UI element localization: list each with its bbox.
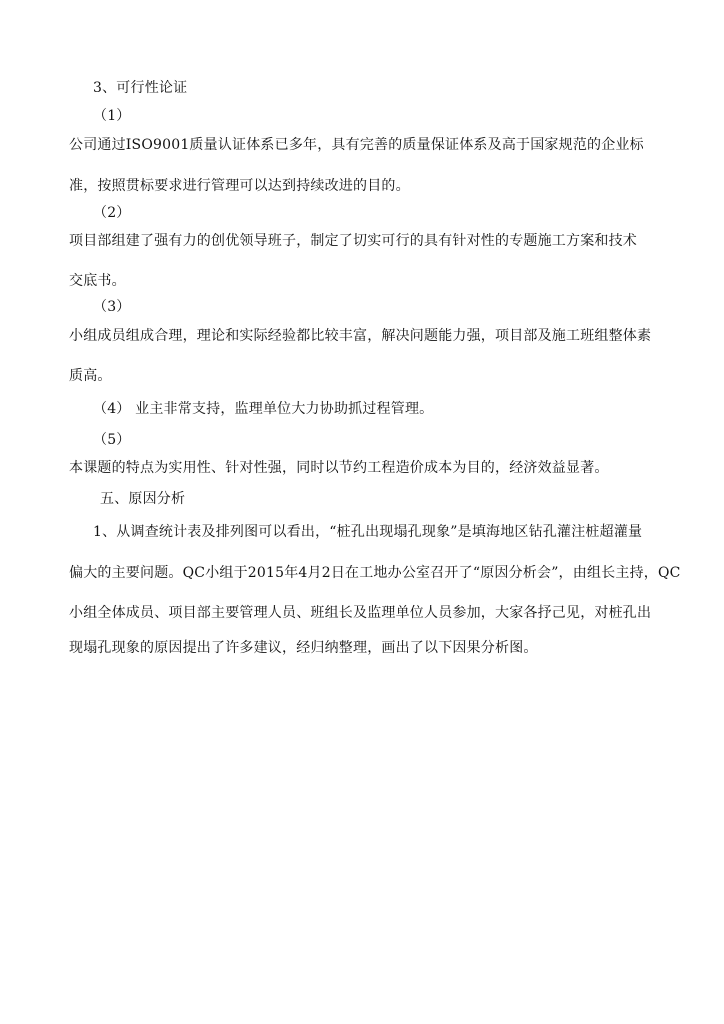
analysis-line-4: 现塌孔现象的原因提出了许多建议，经归纳整理，画出了以下因果分析图。 xyxy=(69,640,538,656)
item-1-label: （1） xyxy=(93,108,131,124)
item-4-line: （4） 业主非常支持，监理单位大力协助抓过程管理。 xyxy=(93,401,434,417)
analysis-line-3: 小组全体成员、项目部主要管理人员、班组长及监理单位人员参加，大家各抒己见，对桩孔出 xyxy=(69,605,652,621)
item-1-line-2: 准，按照贯标要求进行管理可以达到持续改进的目的。 xyxy=(69,178,410,194)
section-title: 3、可行性论证 xyxy=(93,80,188,96)
item-2-line-1: 项目部组建了强有力的创优领导班子，制定了切实可行的具有针对性的专题施工方案和技术 xyxy=(69,233,637,249)
item-3-label: （3） xyxy=(93,299,131,315)
item-5-line-1: 本课题的特点为实用性、针对性强，同时以节约工程造价成本为目的，经济效益显著。 xyxy=(69,460,609,476)
item-2-label: （2） xyxy=(93,205,131,221)
section-5-heading: 五、原因分析 xyxy=(100,491,186,507)
item-3-line-1: 小组成员组成合理，理论和实际经验都比较丰富，解决问题能力强，项目部及施工班组整体素 xyxy=(69,328,652,344)
analysis-line-2: 偏大的主要问题。QC小组于2015年4月2日在工地办公室召开了“原因分析会”，由组长主持，QC xyxy=(69,565,681,581)
item-3-line-2: 质高。 xyxy=(69,368,112,384)
item-5-label: （5） xyxy=(93,432,131,448)
analysis-line-1: 1、从调查统计表及排列图可以看出，“桩孔出现塌孔现象”是填海地区钻孔灌注桩超灌量 xyxy=(93,524,643,540)
item-2-line-2: 交底书。 xyxy=(69,273,126,289)
item-1-line-1: 公司通过ISO9001质量认证体系已多年，具有完善的质量保证体系及高于国家规范的企业标 xyxy=(69,137,644,153)
